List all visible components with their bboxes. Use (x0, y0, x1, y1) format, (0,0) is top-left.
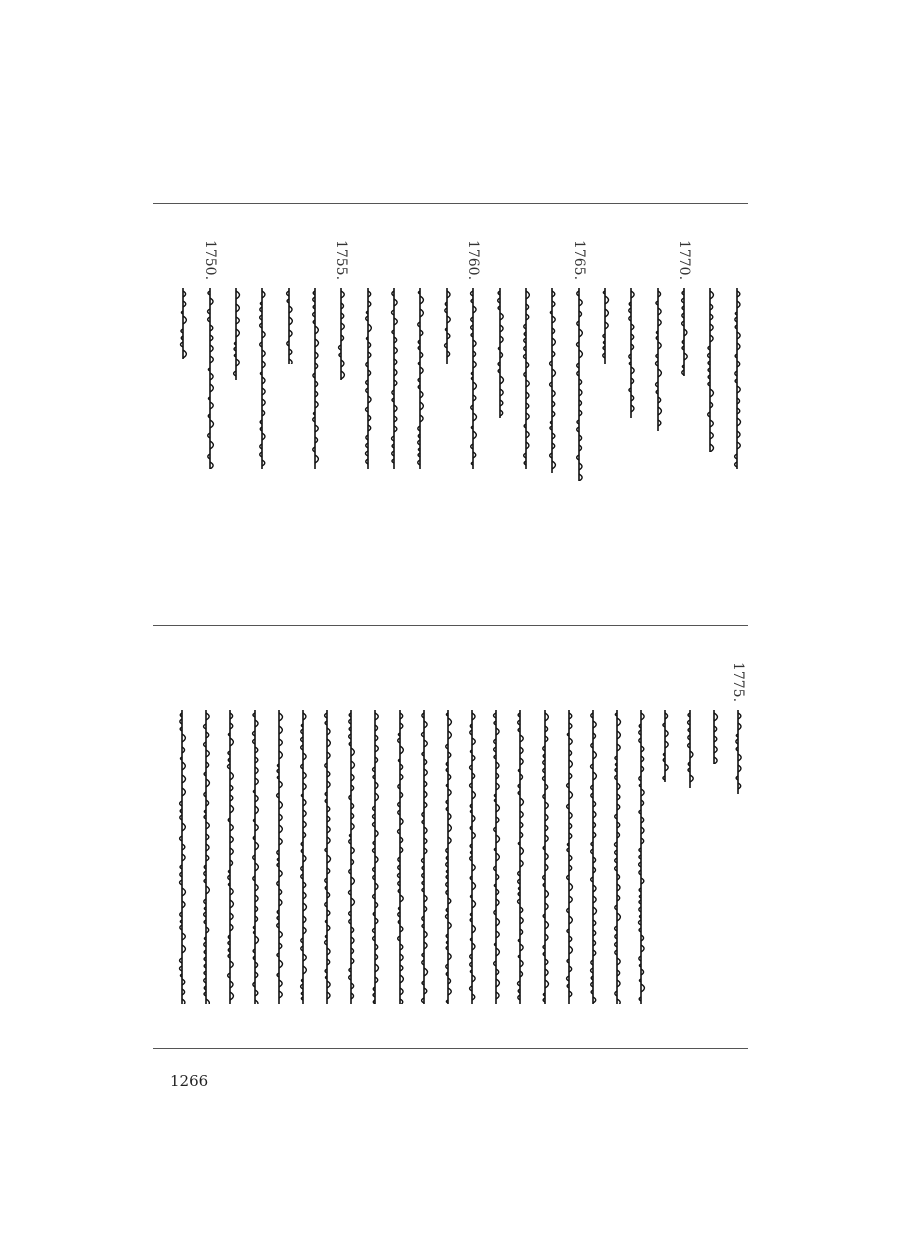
text-column (727, 238, 747, 498)
script-line (518, 288, 534, 469)
script-line (623, 288, 639, 418)
script-line (609, 710, 625, 1004)
year-label: 1755. (333, 239, 350, 281)
script-line (633, 710, 649, 1004)
top-rule (153, 203, 748, 204)
text-column (463, 238, 483, 498)
text-column (226, 238, 246, 498)
lower-text-panel (170, 660, 750, 1010)
script-line (343, 710, 359, 1004)
middle-rule (153, 625, 748, 626)
script-line (175, 288, 191, 359)
text-column (437, 238, 457, 498)
script-line (174, 710, 190, 1004)
text-column (269, 660, 289, 1010)
script-line (416, 710, 432, 1004)
script-line (682, 710, 698, 788)
text-column (535, 660, 555, 1010)
text-column (704, 660, 724, 1010)
script-line (597, 288, 613, 364)
text-column (252, 238, 272, 498)
text-column (542, 238, 562, 498)
script-line (650, 288, 666, 431)
script-line (198, 710, 214, 1004)
script-line (228, 288, 244, 380)
text-column (680, 660, 700, 1010)
text-column (384, 238, 404, 498)
script-line (222, 710, 238, 1004)
year-label: 1750. (201, 239, 218, 281)
script-line (202, 288, 218, 469)
text-column (196, 660, 216, 1010)
script-line (307, 288, 323, 469)
text-column (358, 238, 378, 498)
text-column (410, 238, 430, 498)
text-column (700, 238, 720, 498)
text-column (648, 238, 668, 498)
text-column (279, 238, 299, 498)
script-line (440, 710, 456, 1004)
text-column (728, 660, 748, 1010)
script-line (333, 288, 349, 380)
script-line (295, 710, 311, 1004)
text-column (595, 238, 615, 498)
text-column (173, 238, 193, 498)
script-line (492, 288, 508, 418)
text-column (559, 660, 579, 1010)
text-column (607, 660, 627, 1010)
text-column (331, 238, 351, 498)
text-column (390, 660, 410, 1010)
script-line (676, 288, 692, 376)
text-column (486, 660, 506, 1010)
text-column (510, 660, 530, 1010)
script-line (544, 288, 560, 473)
text-column (621, 238, 641, 498)
script-line (254, 288, 270, 469)
script-line (465, 288, 481, 469)
script-line (729, 288, 745, 469)
page-number: 1266 (170, 1072, 209, 1090)
text-column (414, 660, 434, 1010)
text-column (655, 660, 675, 1010)
text-column (569, 238, 589, 498)
script-line (561, 710, 577, 1004)
text-column (200, 238, 220, 498)
text-column (293, 660, 313, 1010)
script-line (657, 710, 673, 782)
text-column (317, 660, 337, 1010)
year-label: 1775. (729, 661, 746, 703)
text-column (516, 238, 536, 498)
text-column (220, 660, 240, 1010)
script-line (386, 288, 402, 469)
script-line (585, 710, 601, 1004)
script-line (412, 288, 428, 469)
script-line (488, 710, 504, 1004)
script-line (271, 710, 287, 1004)
script-line (706, 710, 722, 764)
script-line (464, 710, 480, 1004)
year-label: 1765. (570, 239, 587, 281)
year-label: 1770. (676, 239, 693, 281)
script-line (281, 288, 297, 364)
text-column (674, 238, 694, 498)
text-column (341, 660, 361, 1010)
script-line (730, 710, 746, 794)
upper-text-panel (170, 238, 750, 498)
script-line (360, 288, 376, 469)
bottom-rule (153, 1048, 748, 1049)
text-column (583, 660, 603, 1010)
script-line (319, 710, 335, 1004)
text-column (631, 660, 651, 1010)
script-line (392, 710, 408, 1004)
text-column (172, 660, 192, 1010)
script-line (247, 710, 263, 1004)
script-line (367, 710, 383, 1004)
text-column (365, 660, 385, 1010)
script-line (439, 288, 455, 364)
script-line (571, 288, 587, 481)
script-line (512, 710, 528, 1004)
text-column (438, 660, 458, 1010)
text-column (305, 238, 325, 498)
script-line (702, 288, 718, 452)
year-label: 1760. (465, 239, 482, 281)
text-column (245, 660, 265, 1010)
text-column (462, 660, 482, 1010)
script-line (537, 710, 553, 1004)
text-column (490, 238, 510, 498)
